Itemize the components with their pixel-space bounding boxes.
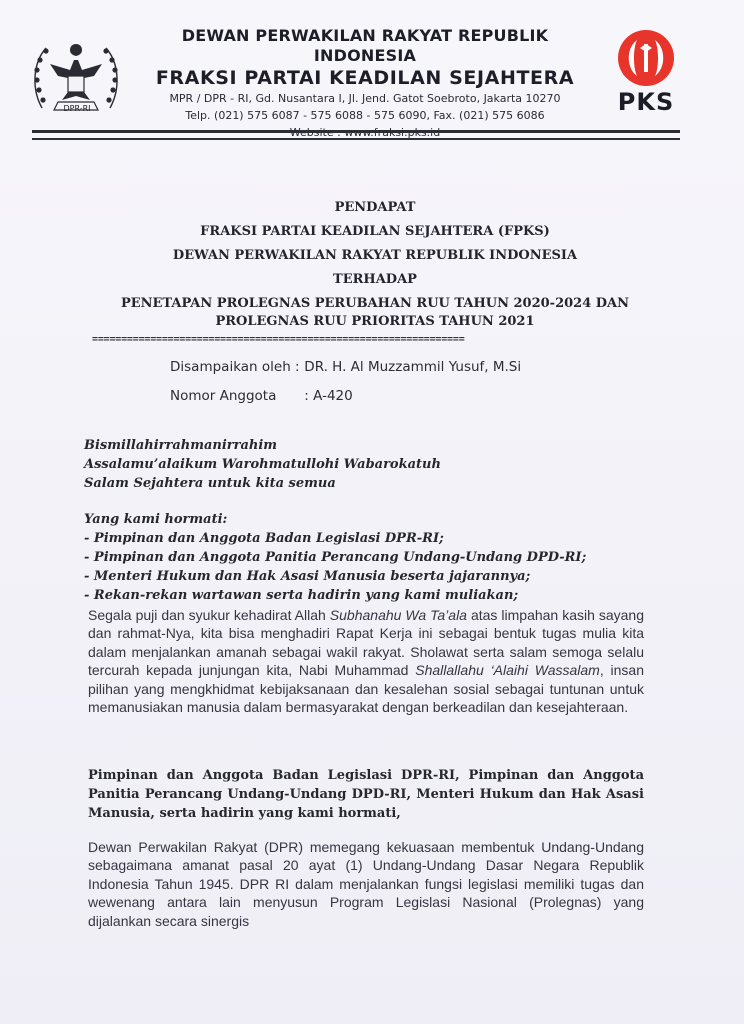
paragraph-text: , insan pilihan yang mengkhidmat kebijaksanaan dan kesalehan sosial sebagai tuntunan untuk memanusiakan manusia dalam bermasyarakat dengan berkeadilan dan kesejahteraan. xyxy=(88,662,644,716)
garuda-emblem-icon xyxy=(28,30,124,128)
address-line: MPR / DPR - RI, Gd. Nusantara I, Jl. Jend. Gatot Soebroto, Jakarta 10270 xyxy=(169,92,561,105)
emblem-caption: DPR-RI xyxy=(63,104,91,113)
honorific-item: - Menteri Hukum dan Hak Asasi Manusia beserta jajarannya; xyxy=(84,569,531,584)
heading-pendapat: PENDAPAT xyxy=(334,200,416,215)
honorifics-block xyxy=(84,510,644,605)
paragraph-dpr-role: Dewan Perwakilan Rakyat (DPR) memegang kekuasaan membentuk Undang-Undang sebagaimana amanat pasal 20 ayat (1) Undang-Undang Dasar Negara Republik Indonesia Tahun 1945. DPR RI dalam menjalankan fungsi legislasi memiliki tugas dan wewenang antara lain menyusun Program Legislasi Nasional (Prolegnas) yang dijalankan secara sinergis xyxy=(88,839,644,929)
phone-line: Telp. (021) 575 6087 - 575 6088 - 575 6090, Fax. (021) 575 6086 xyxy=(185,109,545,122)
greetings-block xyxy=(84,436,441,493)
letterhead-rule-thick xyxy=(32,130,680,133)
faction-name: FRAKSI PARTAI KEADILAN SEJAHTERA xyxy=(155,67,575,89)
greeting-line: Salam Sejahtera untuk kita semua xyxy=(84,476,336,491)
member-label: Nomor Anggota xyxy=(170,388,277,404)
greeting-line: Bismillahirrahmanirrahim xyxy=(84,438,278,453)
paragraph-italic: Shallallahu ‘Alaihi Wassalam xyxy=(415,662,600,679)
member-row xyxy=(170,388,353,404)
heading-dpr: DEWAN PERWAKILAN RAKYAT REPUBLIK INDONESIA xyxy=(172,248,578,263)
institution-name: DEWAN PERWAKILAN RAKYAT REPUBLIK INDONESIA xyxy=(181,26,549,65)
presenter-row xyxy=(170,359,521,375)
heading-subject-1: PENETAPAN PROLEGNAS PERUBAHAN RUU TAHUN 2020-2024 DAN xyxy=(120,296,630,311)
member-value: : A-420 xyxy=(304,388,353,404)
heading-subject-2: PROLEGNAS RUU PRIORITAS TAHUN 2021 xyxy=(215,314,535,329)
greeting-line: Assalamu’alaikum Warohmatullohi Wabarokatuh xyxy=(84,457,441,472)
letterhead-rule-thin xyxy=(32,138,680,140)
paragraph-text: atas limpahan kasih sayang dan rahmat-Nya, kita bisa menghadiri Rapat Kerja ini sebagai bentuk tugas mulia kita dalam menjalankan amanah sebagai wakil rakyat. Sholawat serta salam semoga selalu tercurah kepada junjungan kita, Nabi Muhammad xyxy=(88,607,644,679)
pks-logo-text: PKS xyxy=(617,88,675,116)
paragraph-italic: Subhanahu Wa Ta’ala xyxy=(329,607,467,623)
paragraph-text: Segala puji dan syukur kehadirat Allah xyxy=(88,607,330,623)
honorific-item: - Pimpinan dan Anggota Panitia Perancang Undang-Undang DPD-RI; xyxy=(84,550,587,565)
presenter-label: Disampaikan oleh : xyxy=(170,359,300,375)
presenter-value: DR. H. Al Muzzammil Yusuf, M.Si xyxy=(304,359,522,375)
honorifics-title: Yang kami hormati: xyxy=(84,512,228,527)
letterhead-text xyxy=(130,26,600,141)
paragraph-address: Pimpinan dan Anggota Badan Legislasi DPR-RI, Pimpinan dan Anggota Panitia Perancang Undang-Undang DPD-RI, Menteri Hukum dan Hak Asasi Manusia, serta hadirin yang kami hormati, xyxy=(88,768,644,821)
heading-terhadap: TERHADAP xyxy=(333,272,417,287)
heading-fpks: FRAKSI PARTAI KEADILAN SEJAHTERA (FPKS) xyxy=(200,224,550,239)
letterhead xyxy=(0,0,744,150)
honorific-item: - Rekan-rekan wartawan serta hadirin yang kami muliakan; xyxy=(84,588,519,603)
honorific-item: - Pimpinan dan Anggota Badan Legislasi DPR-RI; xyxy=(84,531,444,546)
paragraph-opening xyxy=(88,606,644,716)
separator-line: ================================================================ xyxy=(92,334,465,345)
